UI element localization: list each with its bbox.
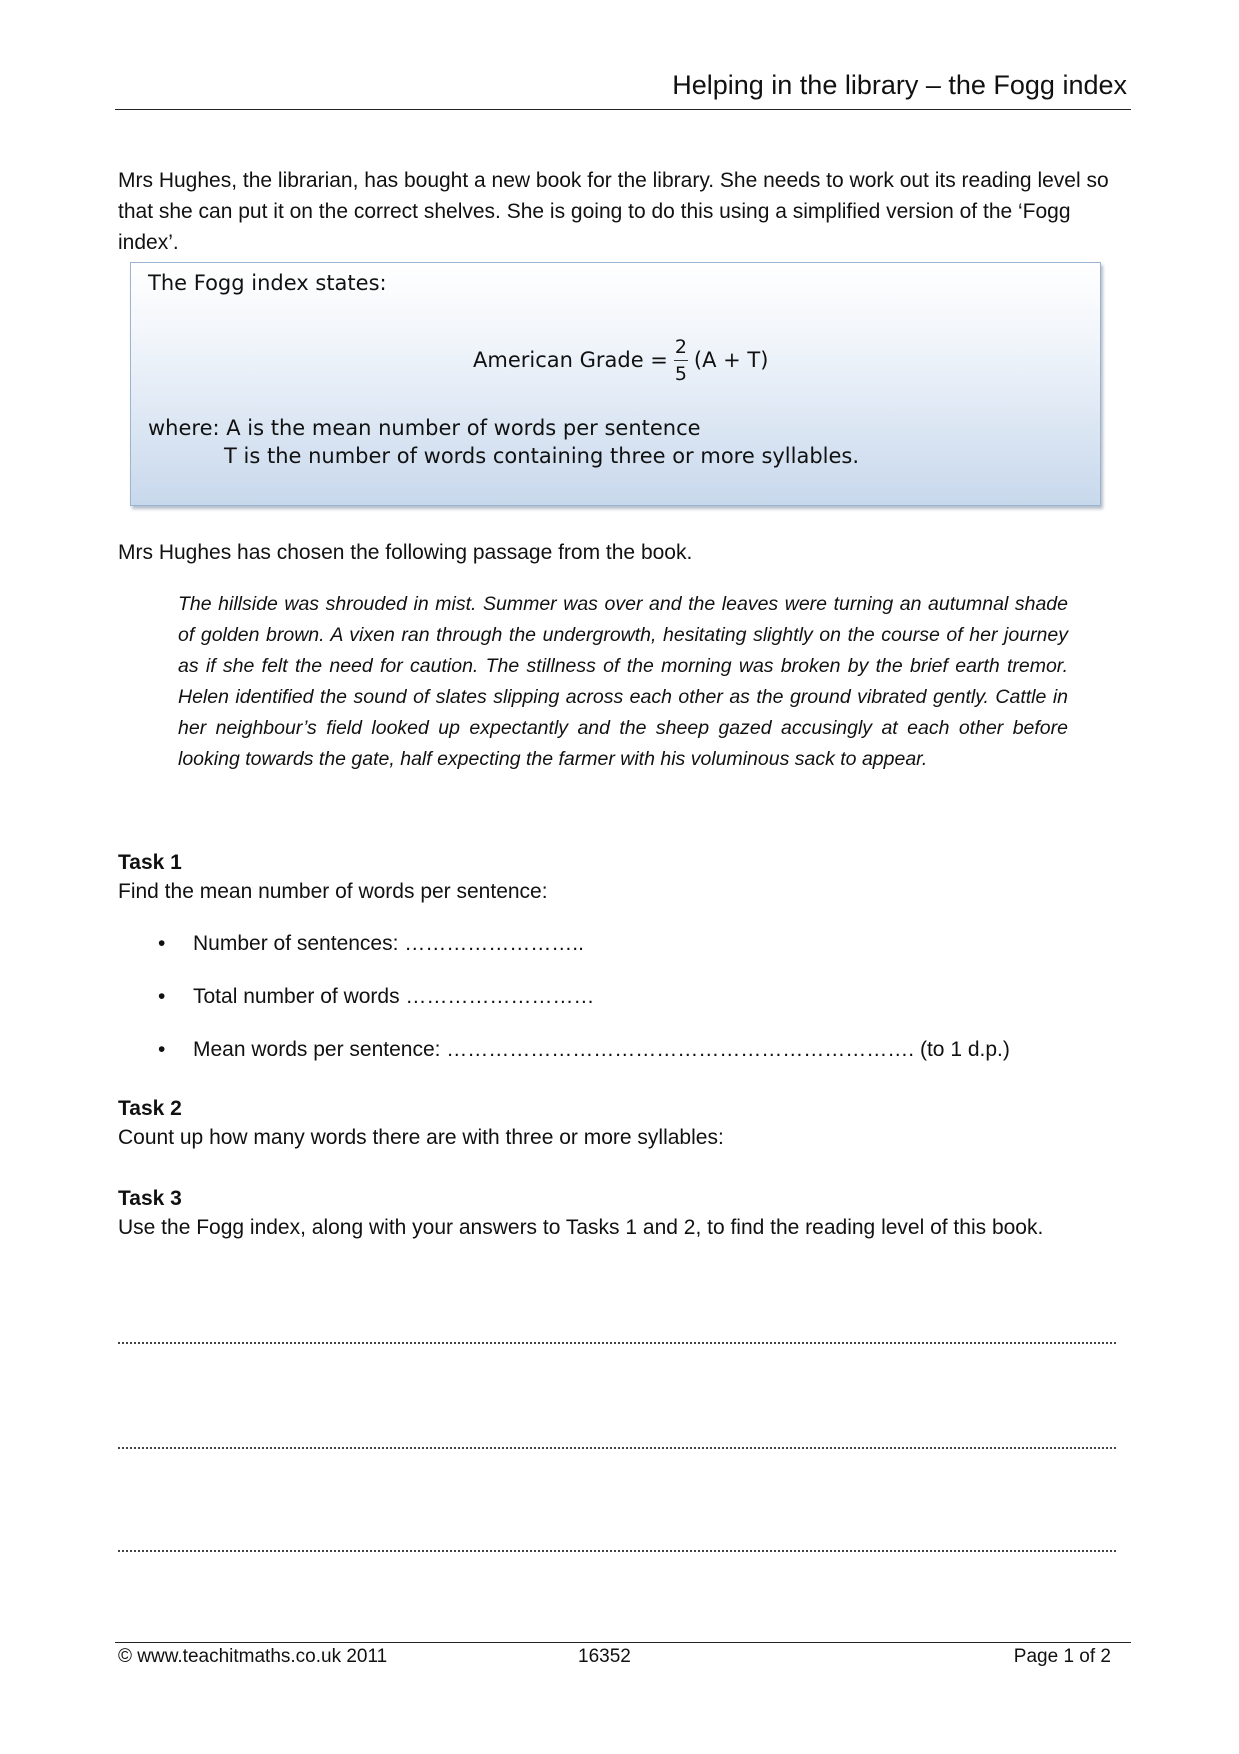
answer-line[interactable]: [118, 1342, 1116, 1344]
fogg-box-label: The Fogg index states:: [148, 271, 387, 295]
formula-fraction: [674, 336, 688, 385]
bullet-icon: •: [158, 932, 166, 955]
fogg-index-box: [130, 262, 1101, 506]
fraction-numerator: 2: [674, 335, 687, 358]
fraction-denominator: 5: [674, 362, 687, 385]
footer-divider: [115, 1642, 1131, 1643]
passage-intro: Mrs Hughes has chosen the following passage from the book.: [118, 541, 693, 564]
book-passage: The hillside was shrouded in mist. Summer was over and the leaves were turning an autumnal shade of golden brown. A vixen ran through the undergrowth, hesitating slightly on the course of her journey as if she felt the need for caution. The stillness of the morning was broken by the brief earth tremor. Helen identified the sound of slates slipping across each other as the ground vibrated gently. Cattle in her neighbour’s field looked up expectantly and the sheep gazed accusingly at each other before looking towards the gate, half expecting the farmer with his voluminous sack to appear.: [178, 593, 1068, 770]
bullet-icon: •: [158, 985, 166, 1008]
task3-prompt: Use the Fogg index, along with your answers to Tasks 1 and 2, to find the reading level of this book.: [118, 1216, 1044, 1239]
footer-code: 16352: [578, 1646, 631, 1667]
task2-prompt: Count up how many words there are with three or more syllables:: [118, 1126, 724, 1149]
intro-paragraph: Mrs Hughes, the librarian, has bought a new book for the library. She needs to work out its reading level so that she can put it on the correct shelves. She is going to do this using a simplified version of the ‘Fogg index’.: [118, 169, 1109, 254]
task1-heading: Task 1: [118, 851, 182, 874]
task2-heading: Task 2: [118, 1097, 182, 1120]
answer-line[interactable]: [118, 1550, 1116, 1552]
header-divider: [115, 109, 1131, 110]
formula-rhs: (A + T): [693, 348, 769, 372]
footer-page-number: Page 1 of 2: [1013, 1646, 1111, 1667]
footer-copyright: © www.teachitmaths.co.uk 2011: [118, 1646, 388, 1667]
bullet-icon: •: [158, 1038, 166, 1061]
task3-heading: Task 3: [118, 1187, 182, 1210]
formula-lhs: American Grade =: [473, 348, 668, 372]
fogg-formula: [473, 325, 768, 395]
worksheet-title: Helping in the library – the Fogg index: [672, 70, 1127, 100]
answer-line[interactable]: [118, 1447, 1116, 1449]
task1-prompt: Find the mean number of words per sentence:: [118, 880, 548, 903]
definition-t: T is the number of words containing three or more syllables.: [224, 444, 860, 468]
mean-words-field[interactable]: Mean words per sentence: …………………………………………………………. (to 1 d.p.): [193, 1038, 1010, 1061]
total-words-field[interactable]: Total number of words ………………………: [193, 985, 595, 1008]
fraction-bar: [674, 360, 688, 361]
definition-a: where: A is the mean number of words per sentence: [148, 416, 701, 440]
sentences-count-field[interactable]: Number of sentences: ……………………..: [193, 932, 584, 955]
